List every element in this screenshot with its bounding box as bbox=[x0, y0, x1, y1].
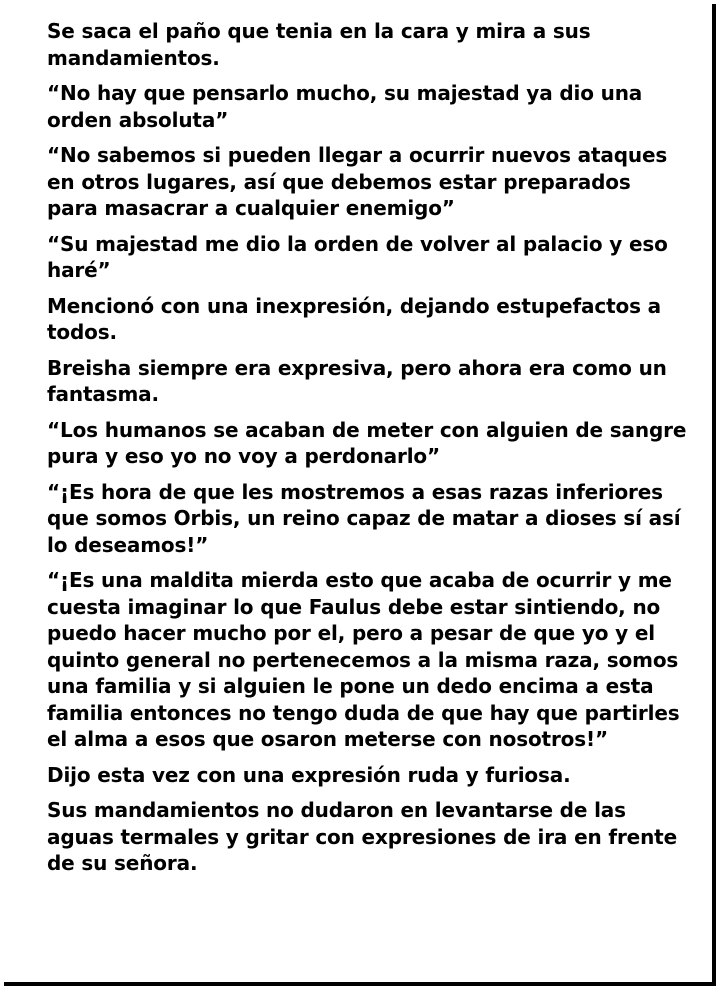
paragraph: Breisha siempre era expresiva, pero ahora era como un fantasma. bbox=[47, 355, 667, 406]
dialogue-paragraph: “No hay que pensarlo mucho, su majestad ya dio una orden absoluta” bbox=[47, 81, 643, 132]
dialogue-paragraph: “¡Es hora de que les mostremos a esas razas inferiores que somos Orbis, un reino capaz de matar a dioses sí así lo deseamos!” bbox=[47, 479, 681, 557]
dialogue-paragraph: “Los humanos se acaban de meter con alguien de sangre pura y eso yo no voy a perdonarlo” bbox=[47, 417, 687, 468]
dialogue-paragraph: “No sabemos si pueden llegar a ocurrir nuevos ataques en otros lugares, así que debemos estar preparados para masacrar a cualquier enemigo” bbox=[47, 143, 668, 220]
dialogue-paragraph: “Su majestad me dio la orden de volver al palacio y eso haré” bbox=[47, 231, 668, 282]
story-text bbox=[47, 18, 687, 886]
paragraph: Mencionó con una inexpresión, dejando estupefactos a todos. bbox=[47, 293, 661, 344]
paragraph: Dijo esta vez con una expresión ruda y furiosa. bbox=[47, 762, 571, 787]
dialogue-paragraph: “¡Es una maldita mierda esto que acaba de ocurrir y me cuesta imaginar lo que Faulus debe estar sintiendo, no puedo hacer mucho por el, pero a pesar de que yo y el quinto general no pertenecemos a la misma raza, somos una familia y si alguien le pone un dedo encima a esta familia entonces no tengo duda de que hay que partirles el alma a esos que osaron meterse con nosotros!” bbox=[47, 568, 680, 751]
paragraph: Sus mandamientos no dudaron en levantarse de las aguas termales y gritar con expresiones de ira en frente de su señora. bbox=[47, 798, 677, 875]
paragraph: Se saca el paño que tenia en la cara y mira a sus mandamientos. bbox=[47, 19, 591, 70]
